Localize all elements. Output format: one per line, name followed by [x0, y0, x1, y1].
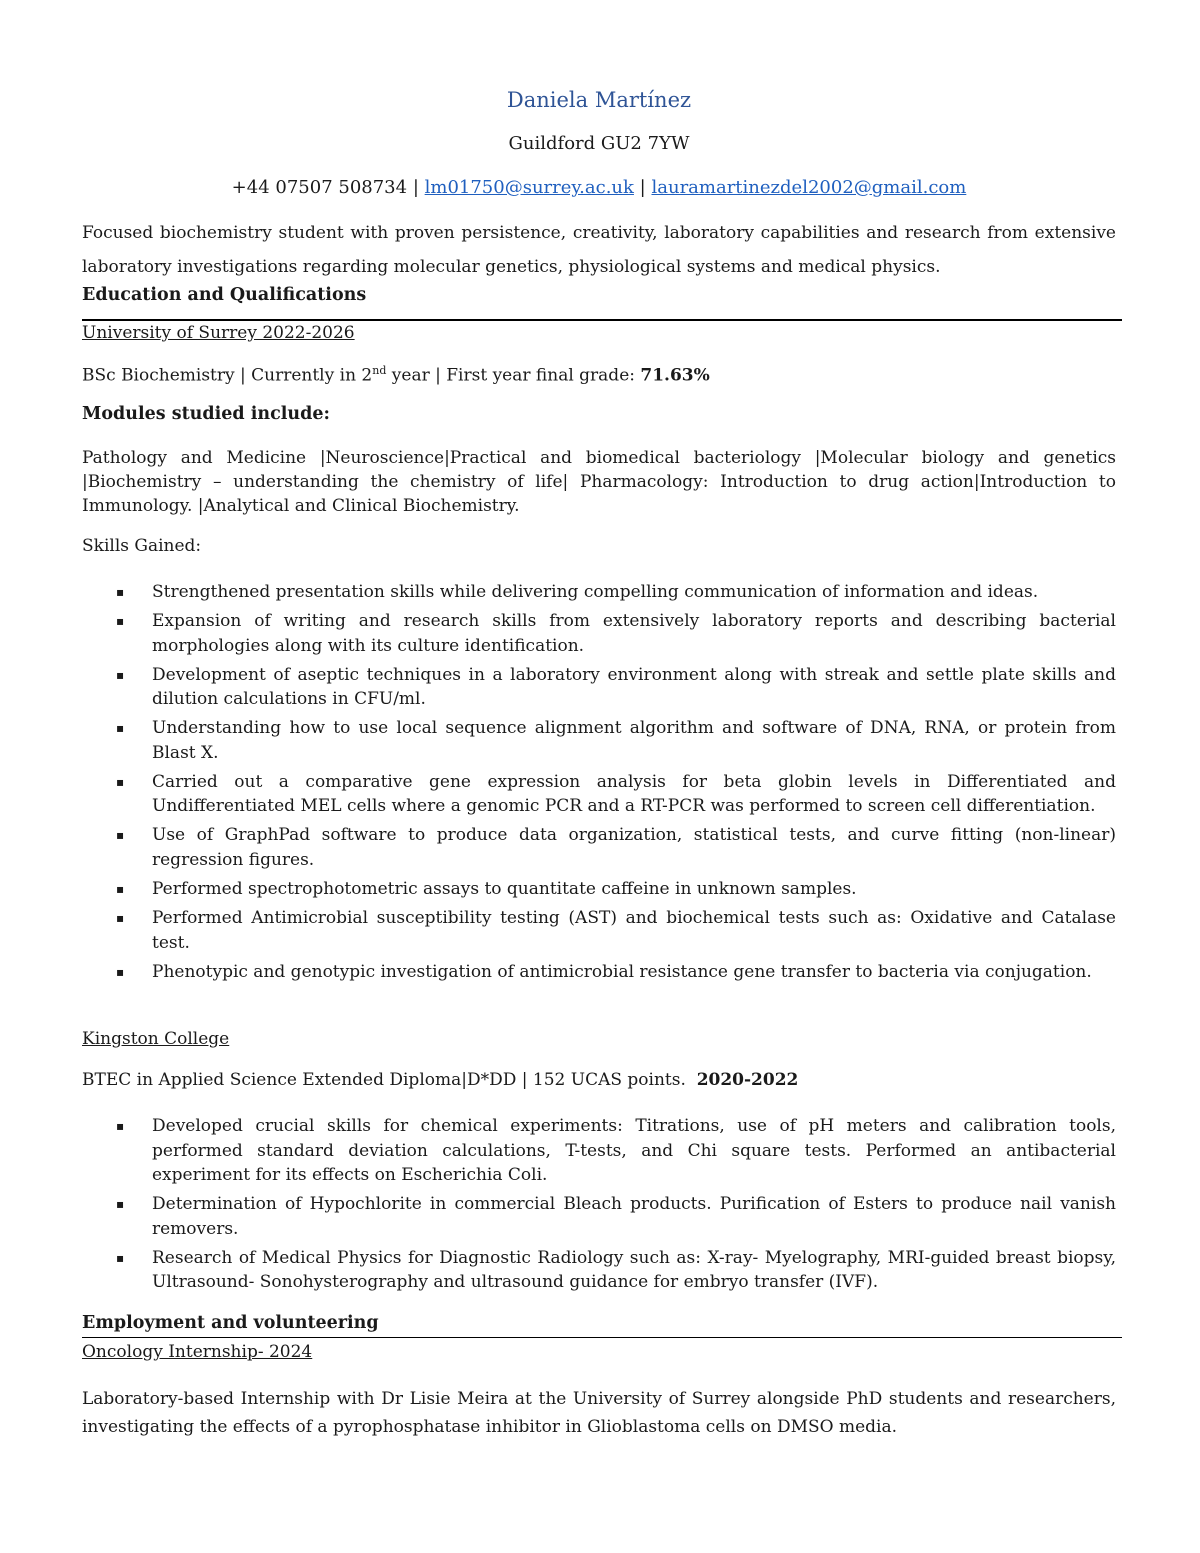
skill-item — [82, 906, 1116, 955]
bullet-icon: ▪ — [116, 964, 125, 979]
skill-item-text: Understanding how to use local sequence alignment algorithm and software of DNA, RNA, or protein from Blast X. — [152, 718, 1116, 763]
address: Guildford GU2 7YW — [508, 133, 690, 154]
kingston-title: Kingston College — [82, 1029, 230, 1049]
skill-item-text: Carried out a comparative gene expression analysis for beta globin levels in Differentiated and Undifferentiated MEL cells where a genomic PCR and a RT-PCR was performed to screen cell differentiation. — [152, 771, 1116, 817]
modules-heading: Modules studied include: — [82, 404, 330, 424]
skill-item — [82, 877, 1116, 902]
personal-email-link[interactable]: lauramartinezdel2002@gmail.com — [651, 177, 967, 198]
bullet-icon: ▪ — [116, 721, 125, 736]
bullet-icon: ▪ — [116, 585, 125, 599]
skill-item-text: Strengthened presentation skills while delivering compelling communication of information and ideas. — [152, 582, 1039, 602]
phone-number: +44 07507 508734 — [231, 177, 408, 198]
bullet-icon: ▪ — [116, 667, 125, 682]
kingston-item-text: Research of Medical Physics for Diagnostic Radiology such as: X-ray- Myelography, MRI-guided breast biopsy, Ultrasound- Sonohysterography and ultrasound guidance for embryo transfer (IVF). — [152, 1247, 1116, 1293]
degree-superscript: nd — [372, 364, 387, 377]
skill-item-text: Performed spectrophotometric assays to quantitate caffeine in unknown samples. — [152, 879, 857, 900]
candidate-name: Daniela Martínez — [506, 88, 692, 112]
section-divider — [82, 319, 1122, 321]
kingston-item-text: Developed crucial skills for chemical experiments: Titrations, use of pH meters and calibration tools, performed standard deviation calculations, T-tests, and Chi square tests. Performed an antibacterial experiment for its effects on Escherichia Coli. — [152, 1116, 1116, 1185]
skills-heading: Skills Gained: — [82, 536, 202, 556]
separator: | — [412, 177, 419, 198]
skill-item-text: Use of GraphPad software to produce data organization, statistical tests, and curve fitting (non-linear) regression figures. — [152, 825, 1116, 870]
skill-item-text: Expansion of writing and research skills from extensively laboratory reports and describing bacterial morphologies along with its culture identification. — [152, 611, 1116, 656]
separator: | — [639, 177, 646, 198]
bullet-icon: ▪ — [116, 614, 125, 629]
education-heading: Education and Qualifications — [82, 285, 367, 305]
skill-item — [82, 663, 1116, 712]
modules-list: Pathology and Medicine |Neuroscience|Practical and biomedical bacteriology |Molecular biology and genetics |Biochemistry – understanding the chemistry of life| Pharmacology: Introduction to drug action|Introduction to Immunology. |Analytical and Clinical Biochemistry. — [82, 448, 1116, 516]
skill-item — [82, 580, 1116, 605]
kingston-item — [82, 1192, 1116, 1241]
bullet-icon: ▪ — [116, 911, 125, 926]
internship-title: Oncology Internship- 2024 — [82, 1342, 313, 1362]
degree-text-2: year | First year final grade: — [386, 365, 641, 386]
surrey-title: University of Surrey 2022-2026 — [82, 323, 355, 343]
diploma-years: 2020-2022 — [696, 1070, 799, 1090]
skills-list — [82, 580, 1116, 989]
skill-item — [82, 770, 1116, 819]
section-divider — [82, 1337, 1122, 1338]
kingston-item — [82, 1246, 1116, 1295]
bullet-icon: ▪ — [116, 1119, 125, 1133]
skill-item — [82, 609, 1116, 658]
bullet-icon: ▪ — [116, 882, 125, 897]
skill-item-text: Phenotypic and genotypic investigation of antimicrobial resistance gene transfer to bacteria via conjugation. — [152, 961, 1092, 982]
kingston-list — [82, 1114, 1116, 1299]
contact-line — [82, 177, 1116, 198]
kingston-item-text: Determination of Hypochlorite in commercial Bleach products. Purification of Esters to produce nail vanish removers. — [152, 1194, 1116, 1239]
diploma-line — [82, 1070, 1116, 1090]
skill-item — [82, 823, 1116, 872]
bullet-icon: ▪ — [116, 1197, 125, 1212]
university-email-link[interactable]: lm01750@surrey.ac.uk — [424, 177, 634, 198]
profile-summary: Focused biochemistry student with proven persistence, creativity, laboratory capabilities and research from extensive laboratory investigations regarding molecular genetics, physiological systems and medical physics. — [82, 223, 1116, 277]
bullet-icon: ▪ — [116, 828, 125, 843]
skill-item-text: Performed Antimicrobial susceptibility testing (AST) and biochemical tests such as: Oxidative and Catalase test. — [152, 908, 1116, 953]
skill-item — [82, 960, 1116, 985]
skill-item-text: Development of aseptic techniques in a laboratory environment along with streak and settle plate skills and dilution calculations in CFU/ml. — [152, 664, 1116, 710]
final-grade: 71.63% — [640, 365, 710, 386]
bullet-icon: ▪ — [116, 1250, 125, 1265]
degree-line — [82, 364, 1116, 386]
internship-text: Laboratory-based Internship with Dr Lisie Meira at the University of Surrey alongside PhD students and researchers, investigating the effects of a pyrophosphatase inhibitor in Glioblastoma cells on DMSO media. — [82, 1389, 1116, 1437]
skill-item — [82, 716, 1116, 765]
diploma-text: BTEC in Applied Science Extended Diploma|D*DD | 152 UCAS points. — [82, 1070, 686, 1090]
bullet-icon: ▪ — [116, 774, 125, 789]
degree-text: BSc Biochemistry | Currently in 2 — [82, 365, 373, 386]
kingston-item — [82, 1114, 1116, 1188]
employment-heading: Employment and volunteering — [82, 1313, 379, 1333]
